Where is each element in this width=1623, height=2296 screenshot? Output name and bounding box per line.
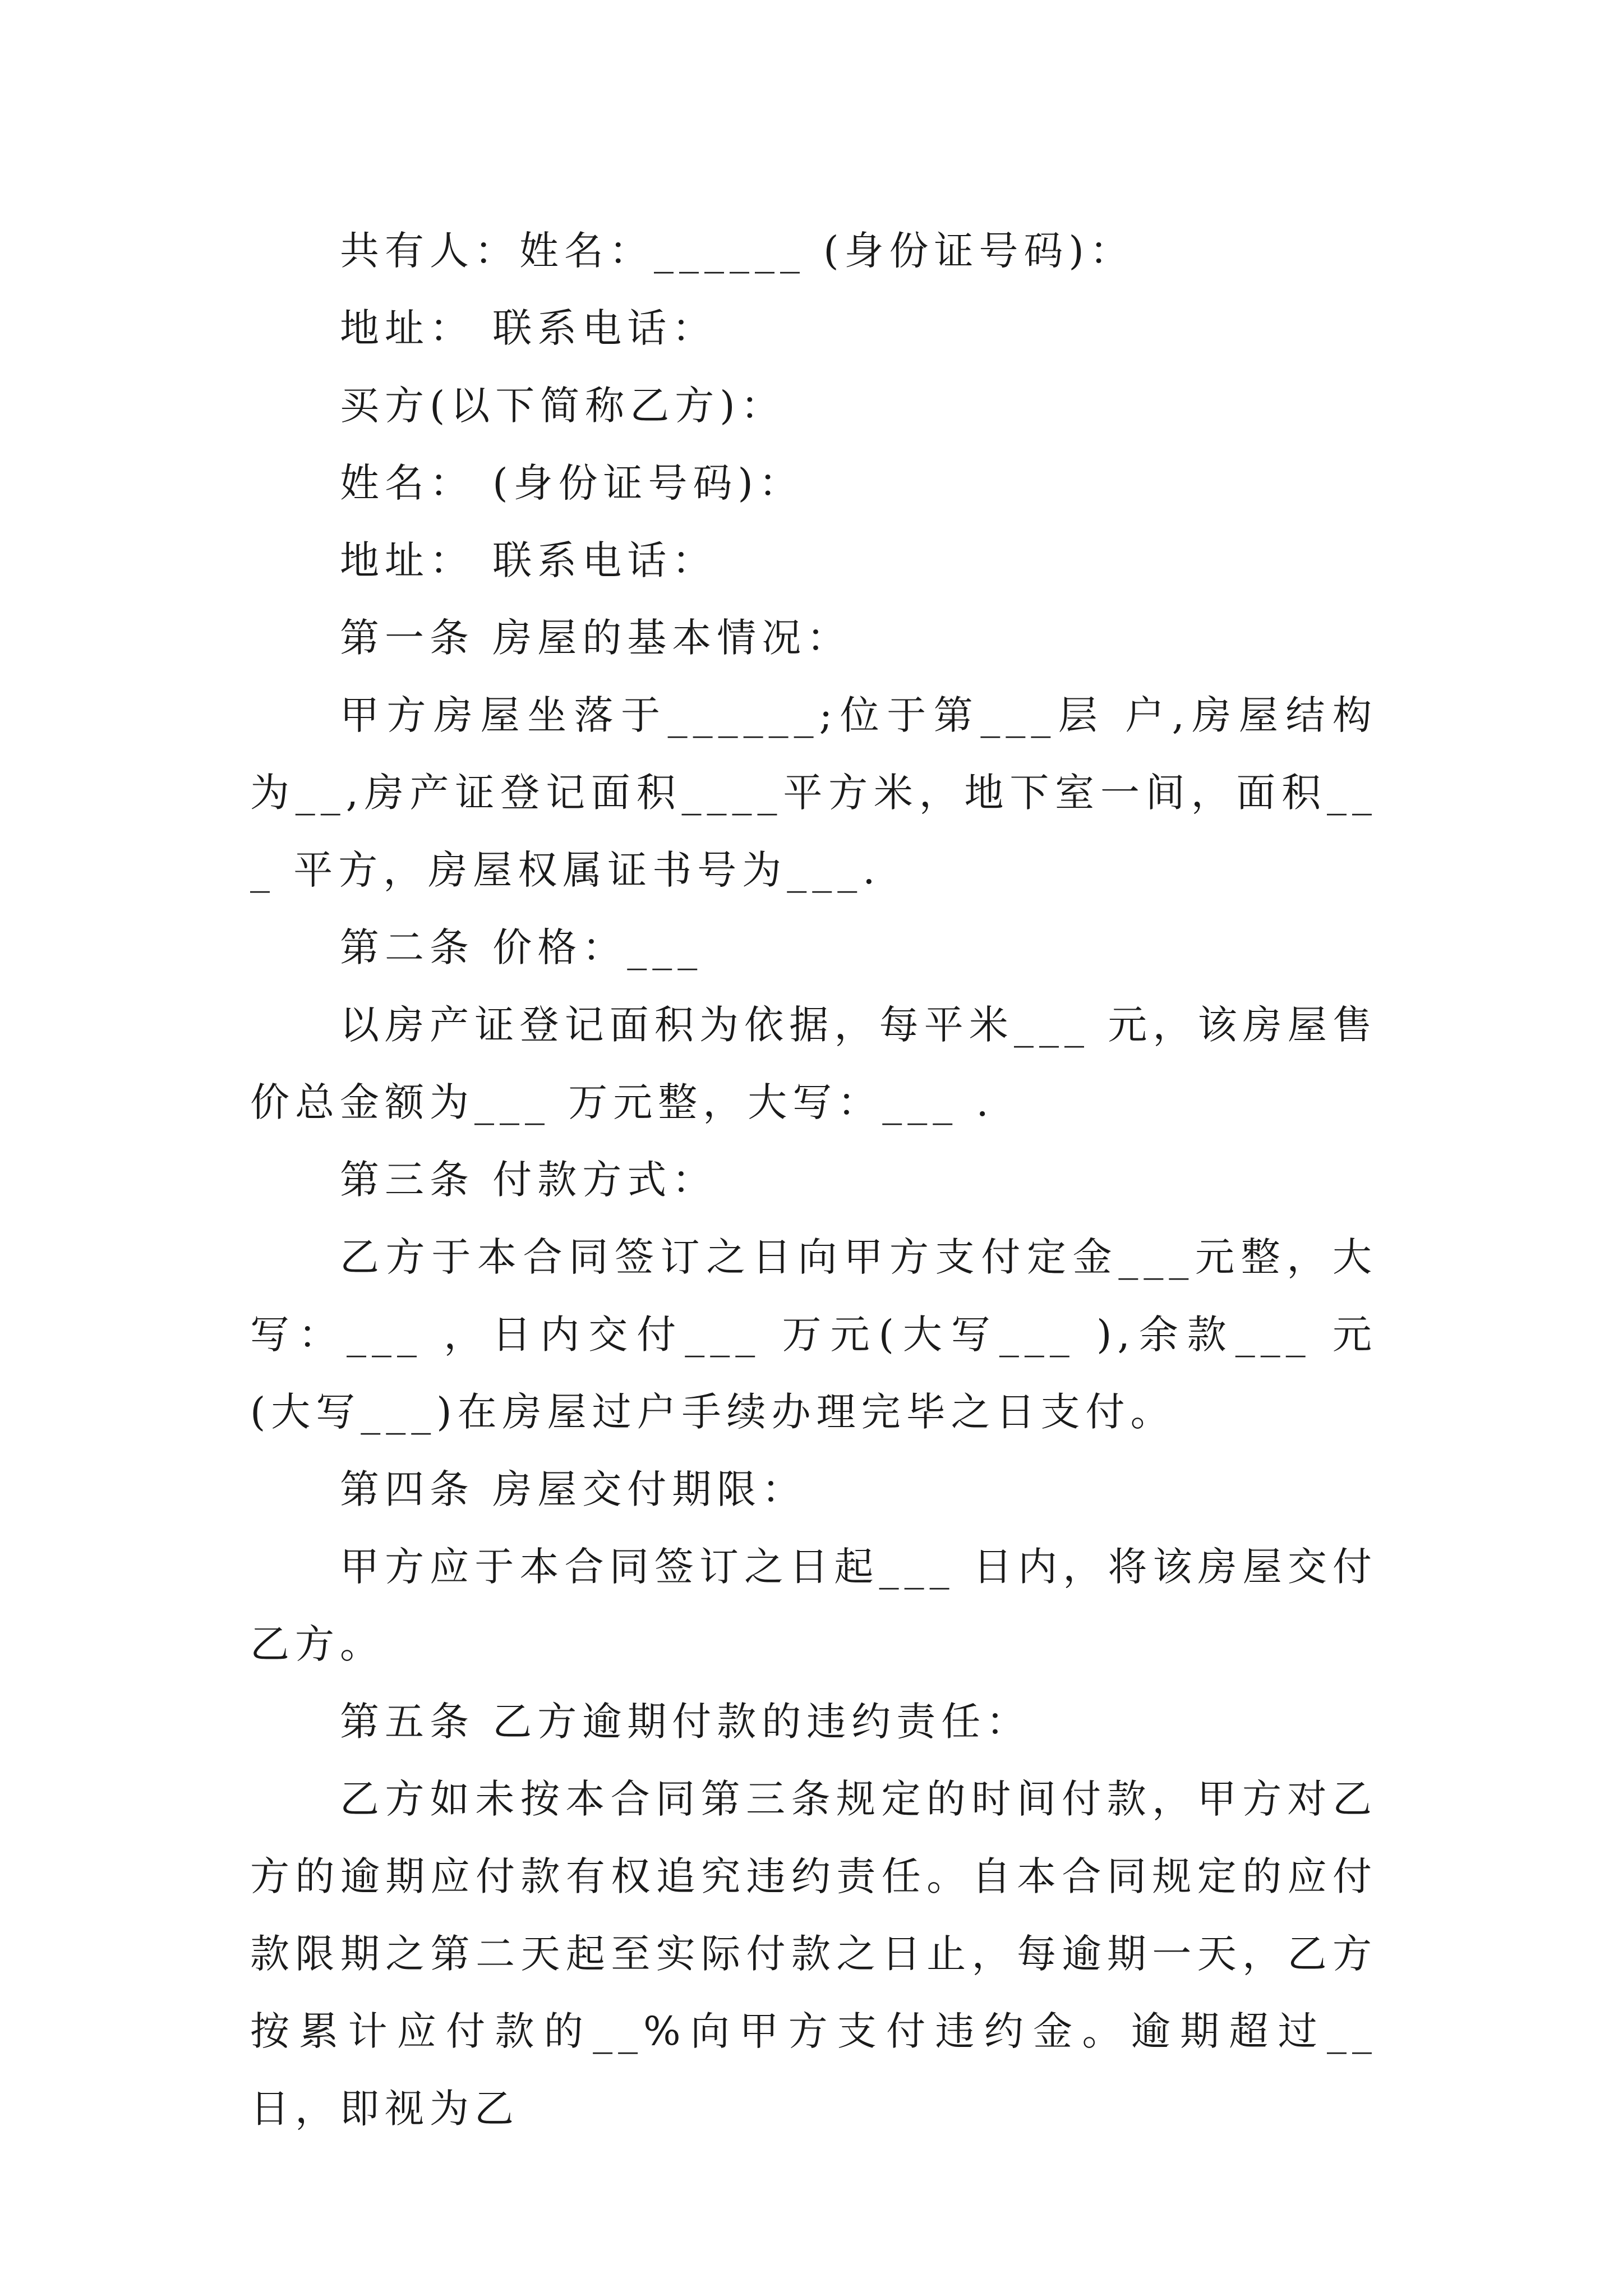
article-1-heading: 第一条 房屋的基本情况： bbox=[340, 615, 852, 661]
buyer-address-line: 地址： 联系电话： bbox=[340, 537, 717, 583]
article-3-heading: 第三条 付款方式： bbox=[340, 1157, 717, 1203]
buyer-name-line: 姓名： (身份证号码)： bbox=[340, 460, 804, 506]
article-3-body: 乙方于本合同签订之日向甲方支付定金___元整，大写：___ ，日内交付___ 万元(大写___ ),余款___ 元(大写___)在房屋过户手续办理完毕之日支付。 bbox=[250, 1234, 1377, 1435]
article-5-body: 乙方如未按本合同第三条规定的时间付款，甲方对乙方的逾期应付款有权追究违约责任。自本合同规定的应付款限期之第二天起至实际付款之日止，每逾期一天，乙方按累计应付款的__%向甲方支付违约金。逾期超过__日，即视为乙 bbox=[250, 1776, 1377, 2132]
article-4-heading: 第四条 房屋交付期限： bbox=[340, 1466, 807, 1512]
co-owner-address-line: 地址： 联系电话： bbox=[340, 305, 717, 351]
article-5-heading: 第五条 乙方逾期付款的违约责任： bbox=[340, 1699, 1031, 1745]
article-2-heading: 第二条 价格：___ bbox=[340, 924, 703, 970]
article-1-body: 甲方房屋坐落于______;位于第___层 户,房屋结构为__,房产证登记面积____平方米，地下室一间，面积___ 平方，房屋权属证书号为___. bbox=[250, 692, 1377, 893]
article-2-body: 以房产证登记面积为依据，每平米___ 元，该房屋售价总金额为___ 万元整，大写：___ . bbox=[250, 1002, 1377, 1125]
buyer-heading: 买方(以下简称乙方)： bbox=[340, 383, 786, 429]
co-owner-name-line: 共有人：姓名：______ (身份证号码)： bbox=[340, 228, 1135, 274]
contract-body bbox=[250, 212, 1377, 2147]
article-4-body: 甲方应于本合同签订之日起___ 日内，将该房屋交付乙方。 bbox=[250, 1544, 1377, 1667]
